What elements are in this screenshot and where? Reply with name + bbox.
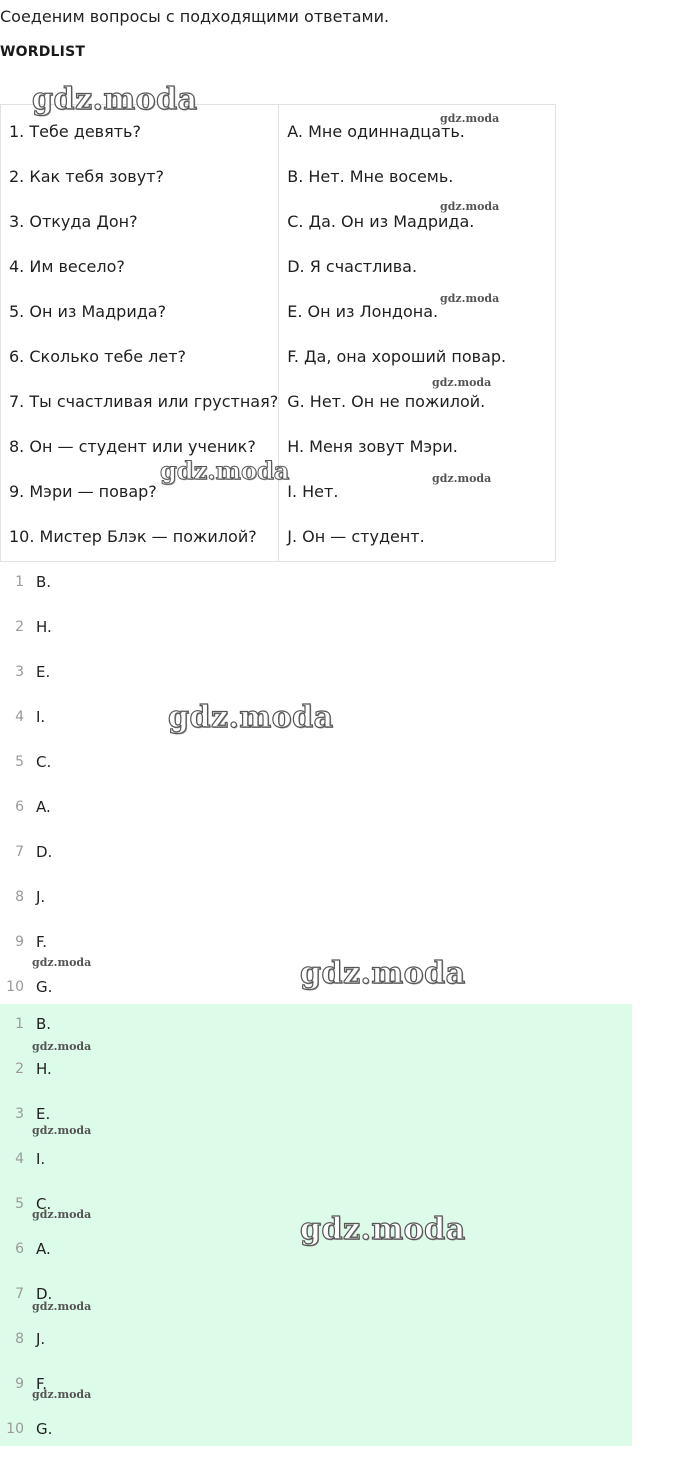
question-item: 3. Откуда Дон? <box>9 212 138 231</box>
answer-option: B. Нет. Мне восемь. <box>287 167 454 186</box>
answer-option: H. Меня зовут Мэри. <box>287 437 458 456</box>
list-item <box>0 931 632 976</box>
line-number: 1 <box>15 574 24 590</box>
watermark: gdz.moda <box>432 472 492 485</box>
line-number: 2 <box>15 619 24 635</box>
answers-column <box>278 105 555 561</box>
answer-value: C. <box>36 753 52 771</box>
list-item <box>0 1328 632 1373</box>
answer-option: C. Да. Он из Мадрида. <box>287 212 475 231</box>
answer-value: B. <box>36 573 52 591</box>
line-number: 5 <box>15 1196 24 1212</box>
watermark: gdz.moda <box>32 956 92 969</box>
answer-option: A. Мне одиннадцать. <box>287 122 465 141</box>
watermark: gdz.moda <box>440 112 500 125</box>
line-number: 7 <box>15 1286 24 1302</box>
line-number: 6 <box>15 799 24 815</box>
list-item <box>0 661 632 706</box>
line-number: 4 <box>15 1151 24 1167</box>
watermark: gdz.moda <box>440 200 500 213</box>
line-number: 4 <box>15 709 24 725</box>
answer-value: F. <box>36 1375 47 1393</box>
answer-option: J. Он — студент. <box>287 527 425 546</box>
answer-value: F. <box>36 933 47 951</box>
line-number: 8 <box>15 1331 24 1347</box>
student-answer-list <box>0 562 632 1004</box>
line-number: 10 <box>6 979 24 995</box>
question-item: 6. Сколько тебе лет? <box>9 347 187 366</box>
question-item: 5. Он из Мадрида? <box>9 302 167 321</box>
list-item <box>0 1238 632 1283</box>
line-number: 6 <box>15 1241 24 1257</box>
answer-value: J. <box>36 1330 46 1348</box>
matching-table <box>0 104 556 562</box>
answer-option: E. Он из Лондона. <box>287 302 439 321</box>
watermark: gdz.moda <box>432 376 492 389</box>
list-item <box>0 1013 632 1058</box>
line-number: 9 <box>15 1376 24 1392</box>
answer-value: G. <box>36 978 53 996</box>
question-item: 1. Тебе девять? <box>9 122 141 141</box>
question-item: 8. Он — студент или ученик? <box>9 437 256 456</box>
question-item: 10. Мистер Блэк — пожилой? <box>9 527 257 546</box>
list-item <box>0 1373 632 1418</box>
list-item <box>0 1103 632 1148</box>
list-item <box>0 616 632 661</box>
line-number: 1 <box>15 1016 24 1032</box>
watermark: gdz.moda <box>32 1208 92 1221</box>
line-number: 9 <box>15 934 24 950</box>
answer-value: A. <box>36 1240 51 1258</box>
answer-value: B. <box>36 1015 52 1033</box>
answer-value: E. <box>36 663 51 681</box>
question-item: 9. Мэри — повар? <box>9 482 157 501</box>
answer-value: G. <box>36 1420 53 1438</box>
question-item: 4. Им весело? <box>9 257 125 276</box>
line-number: 5 <box>15 754 24 770</box>
line-number: 3 <box>15 664 24 680</box>
line-number: 7 <box>15 844 24 860</box>
list-item <box>0 1058 632 1103</box>
list-item <box>0 886 632 931</box>
list-item <box>0 571 632 616</box>
question-item: 7. Ты счастливая или грустная? <box>9 392 279 411</box>
answer-value: C. <box>36 1195 52 1213</box>
list-item <box>0 1193 632 1238</box>
answer-option: I. Нет. <box>287 482 339 501</box>
questions-column <box>1 105 278 561</box>
list-item <box>0 706 632 751</box>
list-item <box>0 1418 632 1463</box>
list-item <box>0 796 632 841</box>
watermark: gdz.moda <box>168 700 334 735</box>
wordlist-heading: WORDLIST <box>0 44 86 60</box>
watermark: gdz.moda <box>32 1300 92 1313</box>
answer-value: D. <box>36 1285 53 1303</box>
answer-value: A. <box>36 798 51 816</box>
watermark: gdz.moda <box>32 1040 92 1053</box>
watermark: gdz.moda <box>32 1124 92 1137</box>
list-item <box>0 751 632 796</box>
answer-value: H. <box>36 1060 52 1078</box>
answer-value: D. <box>36 843 53 861</box>
answer-option: G. Нет. Он не пожилой. <box>287 392 486 411</box>
answer-option: D. Я счастлива. <box>287 257 418 276</box>
watermark: gdz.moda <box>32 1388 92 1401</box>
list-item <box>0 841 632 886</box>
watermark: gdz.moda <box>440 292 500 305</box>
list-item <box>0 1283 632 1328</box>
watermark: gdz.moda <box>300 956 466 991</box>
list-item <box>0 1148 632 1193</box>
instruction-text: Соеденим вопросы с подходящими ответами. <box>0 7 390 26</box>
line-number: 8 <box>15 889 24 905</box>
correct-answer-list <box>0 1004 632 1446</box>
line-number: 2 <box>15 1061 24 1077</box>
answer-value: J. <box>36 888 46 906</box>
line-number: 3 <box>15 1106 24 1122</box>
watermark: gdz.moda <box>160 456 290 485</box>
line-number: 10 <box>6 1421 24 1437</box>
answer-value: H. <box>36 618 52 636</box>
answer-value: E. <box>36 1105 51 1123</box>
answer-value: I. <box>36 708 46 726</box>
answer-value: I. <box>36 1150 46 1168</box>
answer-option: F. Да, она хороший повар. <box>287 347 507 366</box>
watermark: gdz.moda <box>300 1212 466 1247</box>
watermark: gdz.moda <box>32 82 198 117</box>
question-item: 2. Как тебя зовут? <box>9 167 165 186</box>
